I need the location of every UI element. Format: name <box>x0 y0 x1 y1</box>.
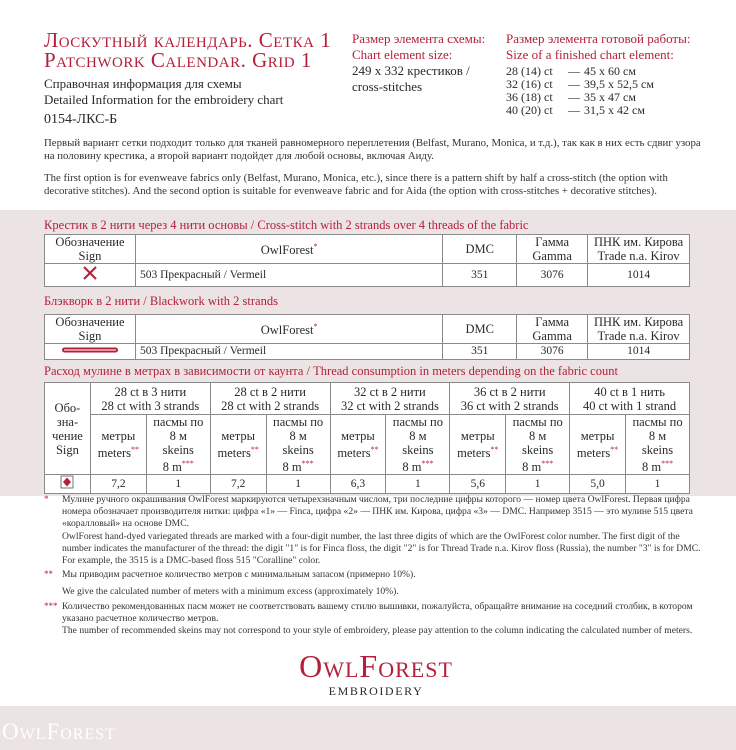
note-3-en: The number of recommended skeins may not correspond to your style of embroidery, please pay attention to the column indicating the calculated number of meters. <box>62 625 693 636</box>
brand-logo: OwlForest <box>299 648 453 684</box>
intro-en: The first option is for evenweave fabrics only (Belfast, Murano, Monica, etc.), since there is a pattern shift by half a cross-stitch (the option with decorative stitches). And the second option is suitable for evenweave fabric and for Aida (the option with cross-stitches + decorative stitches). <box>44 172 668 198</box>
size-row: 40 (20) ct — 31,5 x 42 см <box>506 103 645 117</box>
note-3-ru: Количество рекомендованных пасм может не соответствовать вашему стилю вышивки, пожалуйста, обращайте внимание на соседний столбик, в котором указано расчетное количество метров. <box>62 601 693 625</box>
note-2-en: We give the calculated number of meters with a minimum excess (approximately 10%). <box>62 586 399 597</box>
cross-sign-icon <box>45 264 136 287</box>
owlforest-header: OwlForest* <box>135 235 442 264</box>
note-2-ru: Мы приводим расчетное количество метров с минимальным запасом (примерно 10%). <box>62 569 416 580</box>
kirov-header: ПНК им. Кирова Trade n.a. Kirov <box>588 315 690 344</box>
note-1-en: OwlForest hand-dyed variegated threads are marked with a four-digit number, the last three digits of which are the OwlForest color number. The first digit of the number indicates the manufacturer of the thread: the digit "1" is for Finca floss, the digit "2" is for Thread Trade n.a. Kirov floss (Russia), the number "3" is for DMC. For example, the 3515 is a DMC-based floss 515 "Coralline" color. <box>62 531 701 567</box>
meters-header: метры meters** <box>210 415 266 475</box>
value-cell: 1 <box>146 475 210 494</box>
size-row: 36 (18) ct — 35 x 47 см <box>506 90 636 104</box>
kirov-header: ПНК им. Кирова Trade n.a. Kirov <box>588 235 690 264</box>
table-row <box>45 344 690 360</box>
group-header: 28 ct в 3 нити 28 ct with 3 strands <box>90 383 210 415</box>
thread-name: 503 Прекрасный / Vermeil <box>135 264 442 287</box>
value-cell: 1 <box>266 475 330 494</box>
skeins-header: пасмы по 8 м skeins 8 m*** <box>506 415 570 475</box>
gamma-value: 3076 <box>517 344 588 360</box>
sign-header: Обо- зна- чение Sign <box>45 383 91 475</box>
group-header: 28 ct в 2 нити 28 ct with 2 strands <box>210 383 330 415</box>
dmc-value: 351 <box>443 264 517 287</box>
dmc-value: 351 <box>443 344 517 360</box>
skeins-header: пасмы по 8 м skeins 8 m*** <box>386 415 450 475</box>
size-row: 32 (16) ct — 39,5 x 52,5 см <box>506 77 654 91</box>
table-row <box>45 264 690 287</box>
sign-header: Обозначение Sign <box>45 315 136 344</box>
blackwork-heading: Блэкворк в 2 нити / Blackwork with 2 strands <box>44 294 278 308</box>
cross-stitch-table <box>44 234 690 287</box>
meters-header: метры meters** <box>450 415 506 475</box>
brand-sub: EMBROIDERY <box>328 684 424 698</box>
chart-code: 0154-ЛКС-Б <box>44 112 118 127</box>
gamma-value: 3076 <box>517 264 588 287</box>
title-ru: Лоскутный календарь. Сетка 1 <box>44 28 332 52</box>
kirov-value: 1014 <box>588 264 690 287</box>
value-cell: 1 <box>506 475 570 494</box>
group-header: 36 ct в 2 нити 36 ct with 2 strands <box>450 383 570 415</box>
finished-size: Размер элемента готовой работы: Size of a finished chart element: <box>506 31 691 62</box>
meters-header: метры meters** <box>330 415 386 475</box>
kirov-value: 1014 <box>588 344 690 360</box>
note-1-ru: Мулине ручного окрашивания OwlForest маркируются четырехзначным числом, три последние цифры которого — номер цвета OwlForest. Первая цифра номера обозначает производителя нитки: цифра «1» — Finca, цифра «2» — ПНК им. Кирова, цифра «3» — DMC. Например 3515 — это мулине 515 цвета «коралловый» на основе DMC. <box>62 494 693 530</box>
subtitle-ru: Справочная информация для схемы <box>44 76 242 91</box>
skeins-header: пасмы по 8 м skeins 8 m*** <box>266 415 330 475</box>
value-cell: 5,0 <box>570 475 626 494</box>
subtitle <box>44 76 283 108</box>
title-en: Patchwork Calendar. Grid 1 <box>44 48 312 72</box>
value-cell: 1 <box>626 475 690 494</box>
note-star-1: * <box>44 494 49 504</box>
value-cell: 5,6 <box>450 475 506 494</box>
subtitle-en: Detailed Information for the embroidery chart <box>44 92 284 107</box>
value-cell: 6,3 <box>330 475 386 494</box>
size-row: 28 (14) ct — 45 x 60 см <box>506 64 636 78</box>
group-header: 32 ct в 2 нити 32 ct with 2 strands <box>330 383 450 415</box>
sign-header: Обозначение Sign <box>45 235 136 264</box>
consumption-table <box>44 382 690 494</box>
value-cell: 7,2 <box>210 475 266 494</box>
watermark-logo: OwlForest <box>2 719 116 744</box>
meters-header: метры meters** <box>570 415 626 475</box>
line-sign-icon <box>45 344 136 360</box>
dmc-header: DMC <box>443 315 517 344</box>
blackwork-table <box>44 314 690 360</box>
intro-ru: Первый вариант сетки подходит только для тканей равномерного переплетения (Belfast, Murano, Monica, и т.д.), так как в них есть сдвиг узора на половину крестика, а второй вариант подойдет для любой основы, включая Аиду. <box>44 137 701 163</box>
note-star-3: *** <box>44 601 58 611</box>
cross-stitch-heading: Крестик в 2 нити через 4 нити основы / Cross-stitch with 2 strands over 4 threads of the fabric <box>44 218 529 232</box>
skeins-header: пасмы по 8 м skeins 8 m*** <box>626 415 690 475</box>
gamma-header: Гамма Gamma <box>517 315 588 344</box>
dmc-header: DMC <box>443 235 517 264</box>
skeins-header: пасмы по 8 м skeins 8 m*** <box>146 415 210 475</box>
note-star-2: ** <box>44 569 53 579</box>
gamma-header: Гамма Gamma <box>517 235 588 264</box>
value-cell: 1 <box>386 475 450 494</box>
group-header: 40 ct в 1 нить 40 ct with 1 strand <box>570 383 690 415</box>
diamond-sign-icon <box>45 475 91 494</box>
chart-size: Размер элемента схемы: Chart element size: 249 x 332 крестиков / cross-stitches <box>352 31 486 94</box>
owlforest-header: OwlForest* <box>135 315 442 344</box>
table-row <box>45 475 690 494</box>
finished-size-list <box>506 64 654 116</box>
value-cell: 7,2 <box>90 475 146 494</box>
page-title <box>44 30 331 70</box>
consumption-heading: Расход мулине в метрах в зависимости от каунта / Thread consumption in meters depending on the fabric count <box>44 364 618 378</box>
thread-name: 503 Прекрасный / Vermeil <box>135 344 442 360</box>
meters-header: метры meters** <box>90 415 146 475</box>
